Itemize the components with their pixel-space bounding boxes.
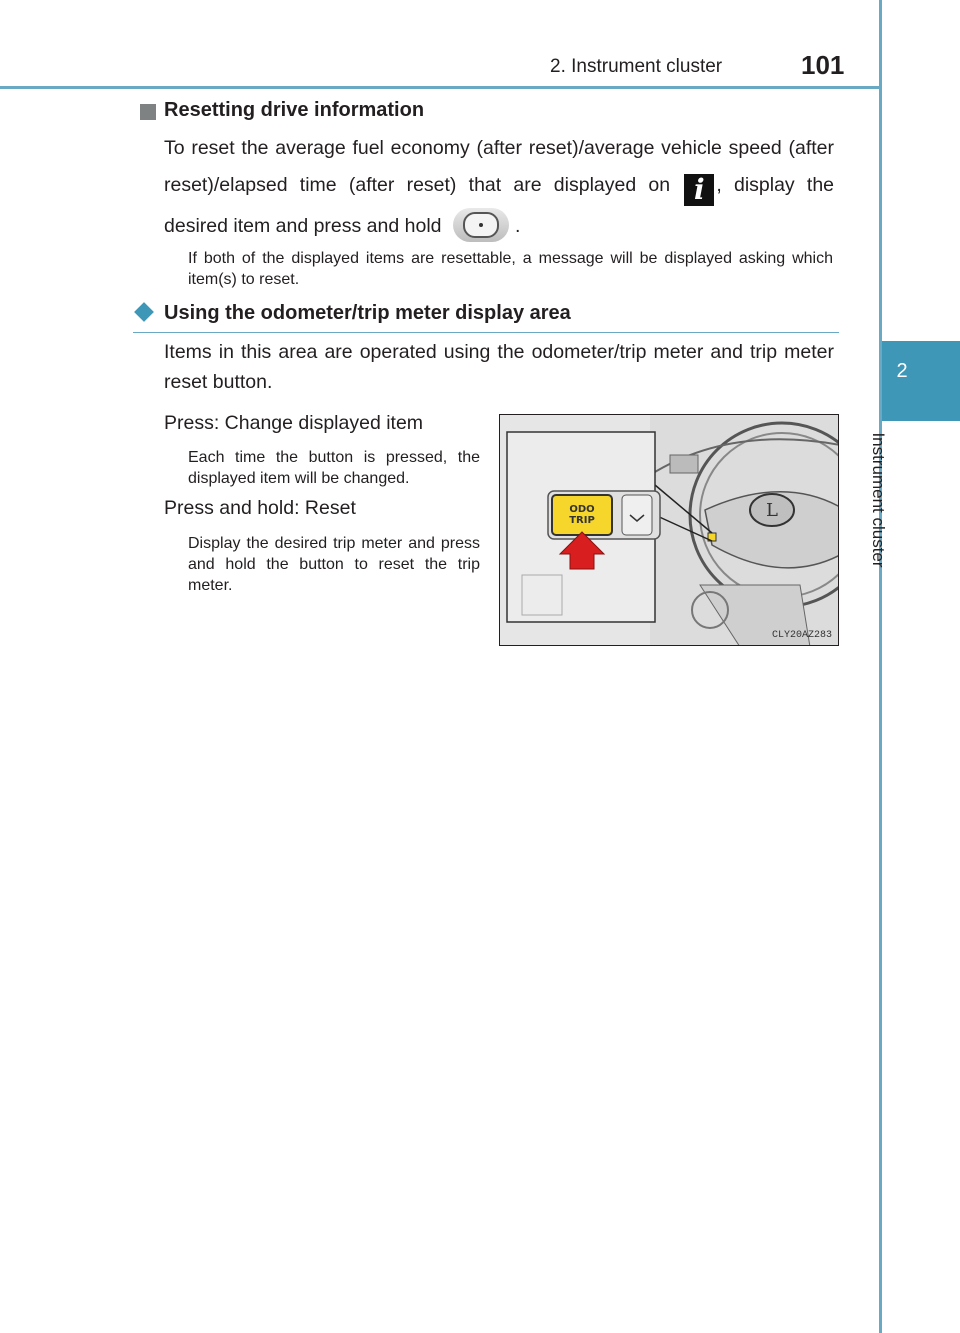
dashboard-drawing	[500, 415, 839, 646]
press-label: Press: Change displayed item	[164, 412, 424, 434]
reset-paragraph-part3: .	[514, 215, 521, 237]
chapter-number: 2	[896, 360, 908, 382]
press-note: Each time the button is pressed, the displayed item will be changed.	[188, 449, 480, 487]
reset-instruction-paragraph	[164, 130, 834, 245]
side-rule	[879, 0, 882, 1333]
steering-button-icon	[451, 206, 511, 244]
info-icon: i	[684, 174, 714, 206]
reset-note: If both of the displayed items are resettable, a message will be displayed asking which item(s) to reset.	[188, 250, 833, 288]
section-heading-reset: Resetting drive information	[164, 99, 425, 121]
odo-button-text-line1: ODO	[569, 504, 595, 515]
header-rule	[0, 86, 879, 89]
reset-paragraph-part2: , display the desired item and press and hold	[164, 174, 835, 237]
diamond-bullet-icon	[134, 302, 154, 322]
section-bullet-icon	[140, 104, 156, 120]
section-heading-odometer: Using the odometer/trip meter display area	[164, 302, 571, 324]
image-code: CLY20AZ283	[771, 630, 832, 641]
hold-note: Display the desired trip meter and press and hold the button to reset the trip meter.	[188, 535, 480, 594]
reset-paragraph-part1: To reset the average fuel economy (after reset)/average vehicle speed (after reset)/elapsed time (after reset) that are displayed on	[164, 137, 834, 196]
odometer-paragraph: Items in this area are operated using the odometer/trip meter and trip meter reset button.	[164, 341, 834, 393]
odo-trip-button-illustration	[499, 414, 839, 646]
running-header-section: 2. Instrument cluster	[550, 56, 723, 77]
odo-button-text-line2: TRIP	[569, 515, 595, 526]
chapter-label: Instrument cluster	[869, 432, 888, 568]
hold-label: Press and hold: Reset	[164, 497, 356, 519]
svg-text:L: L	[766, 500, 778, 521]
page-number: 101	[801, 50, 845, 80]
section-rule	[133, 332, 839, 333]
